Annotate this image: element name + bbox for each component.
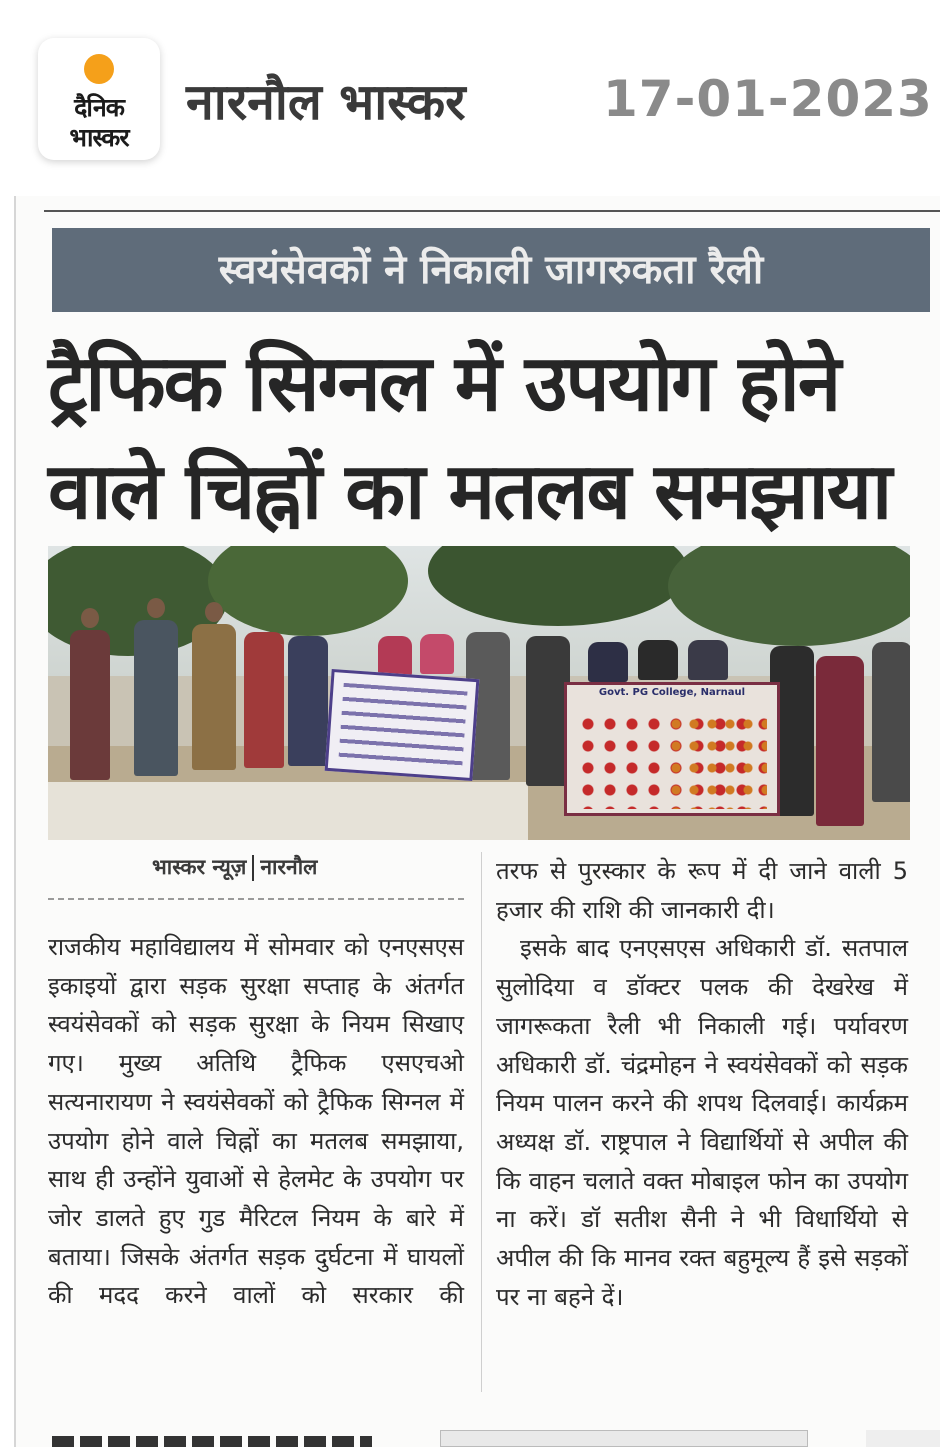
dainik-bhaskar-logo[interactable] [38, 38, 160, 160]
byline [152, 853, 317, 881]
headline-line-2: वाले चिह्नों का मतलब समझाया [48, 447, 891, 537]
person [688, 640, 728, 680]
byline-source: भास्कर न्यूज़ [152, 855, 247, 879]
traffic-signs-poster [564, 682, 780, 816]
next-article-headline-cut [52, 1428, 372, 1447]
column-divider [481, 852, 482, 1392]
person [192, 624, 236, 770]
byline-separator [252, 855, 254, 881]
news-photo [48, 546, 910, 840]
sun-icon [84, 54, 114, 84]
person [70, 630, 110, 780]
photo-road [48, 782, 528, 840]
next-article-edge-cut [866, 1430, 940, 1447]
logo-text-line2: भास्कर [69, 123, 129, 152]
edition-date: 17-01-2023 [603, 70, 933, 128]
logo-text-line1: दैनिक [74, 93, 124, 122]
person [288, 636, 328, 766]
poster-title: Govt. PG College, Narnaul [598, 687, 746, 698]
banner-text-lines [338, 683, 467, 769]
next-article-box-cut [440, 1430, 808, 1447]
edition-title: नारनौल भास्कर [186, 73, 466, 131]
person [378, 636, 412, 676]
paragraph: इसके बाद एनएसएस अधिकारी डॉ. सतपाल सुलोदिया व डॉक्टर पलक की देखरेख में जागरूकता रैली भी निकाली गई। पर्यावरण अधिकारी डॉ. चंद्रमोहन ने स्वयंसेवकों को सड़क नियम पालन करने की शपथ दिलवाई। कार्यक्रम अध्यक्ष डॉ. राष्ट्रपाल ने विद्यार्थियों से अपील की कि वाहन चलाते वक्त मोबाइल फोन का उपयोग ना करें। डॉ सतीश सैनी ने भी विधार्थियो से अपील की कि मानव रक्त बहुमूल्य हैं इसे सड़कों पर ना बहने दें। [496, 934, 908, 1311]
person-head [205, 602, 223, 622]
headline [48, 330, 928, 546]
person [638, 640, 678, 680]
person-head [147, 598, 165, 618]
article-column-right [496, 852, 908, 1316]
paragraph: तरफ से पुरस्कार के रूप में दी जाने वाली 5 हजार की राशि की जानकारी दी। [496, 857, 908, 924]
person-head [81, 608, 99, 628]
person [420, 634, 454, 674]
person [244, 632, 284, 768]
rally-banner [325, 669, 480, 781]
article-column-left [48, 928, 464, 1315]
warning-sign-icons [667, 713, 767, 809]
person [872, 642, 910, 802]
headline-line-1: ट्रैफिक सिग्नल में उपयोग होने [48, 339, 840, 429]
clipping-edge [14, 196, 16, 1447]
byline-rule [48, 898, 464, 900]
person [816, 656, 864, 826]
byline-place: नारनौल [260, 855, 318, 879]
person [134, 620, 178, 776]
top-rule [44, 210, 940, 212]
paragraph: राजकीय महाविद्यालय में सोमवार को एनएसएस इकाइयों द्वारा सड़क सुरक्षा सप्ताह के अंतर्गत स्वयंसेवकों को सड़क सुरक्षा के नियम सिखाए गए। मुख्य अतिथि ट्रैफिक एसएचओ सत्यनारायण ने स्वयंसेवकों को ट्रैफिक सिग्नल में उपयोग होने वाले चिह्नों का मतलब समझाया, साथ ही उन्होंने युवाओं से हेलमेट के उपयोग पर जोर डालते हुए गुड मैरिटल नियम के बारे में बताया। जिसके अंतर्गत सड़क दुर्घटना में घायलों की मदद करने वालों को सरकार की [48, 933, 464, 1310]
person [588, 642, 628, 682]
kicker-banner: स्वयंसेवकों ने निकाली जागरुकता रैली [52, 228, 930, 312]
